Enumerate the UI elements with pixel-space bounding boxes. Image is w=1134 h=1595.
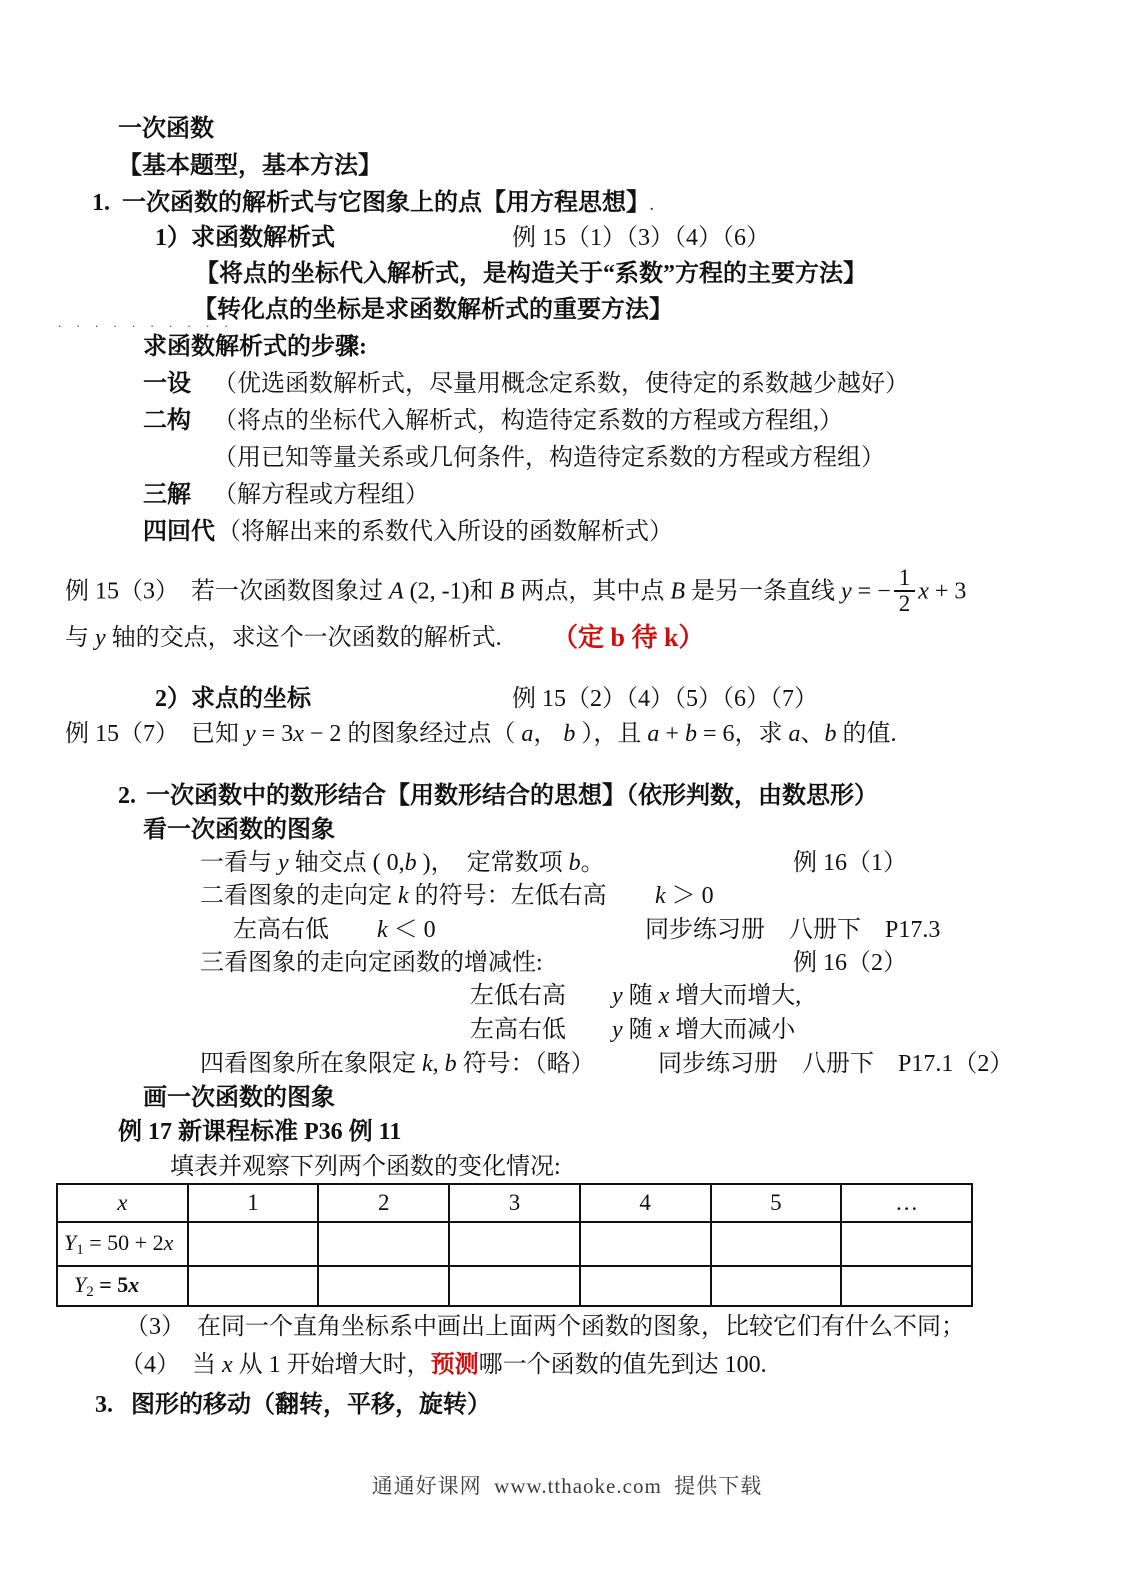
question3-text: （3） 在同一个直角坐标系中画出上面两个函数的图象，比较它们有什么不同； (125, 1314, 965, 1340)
step4-text: （将解出来的系数代入所设的函数解析式） (217, 519, 673, 545)
section3-heading-text: 图形的移动（翻转，平移，旋转） (125, 1392, 491, 1418)
ex7-p5: ，求 (734, 721, 789, 747)
y2-cell-4 (580, 1266, 711, 1306)
draw-title (143, 1082, 335, 1114)
ex7-m2b: + (659, 721, 685, 747)
ex7-m1a: y (245, 721, 256, 747)
sub1-label: 1）求函数解析式 (155, 225, 335, 251)
q4-p2: 从 1 开始增大时， (232, 1352, 431, 1378)
look-title (143, 814, 335, 846)
step2b-line (213, 442, 885, 474)
look3a-vy: y (612, 983, 623, 1009)
q4-p3: 哪一个函数的值先到达 100. (478, 1352, 767, 1378)
table-header-row (57, 1184, 972, 1222)
sub2-example-ref: 例 15（2）（4）（5）（6）（7） (512, 686, 818, 712)
footer-text: 通通好课网 www.tthaoke.com 提供下载 (371, 1474, 763, 1498)
fraction-one-half (894, 566, 916, 616)
sub1-example-ref: 例 15（1）（3）（4）（6） (512, 225, 770, 251)
look2-text (200, 880, 607, 912)
table-header-5: 5 (711, 1184, 842, 1222)
doc-title (118, 113, 214, 145)
look4-p1: 四看图象所在象限定 (200, 1051, 422, 1077)
example17-heading (118, 1116, 401, 1148)
table-header-1: 1 (188, 1184, 319, 1222)
look4-text (200, 1048, 595, 1080)
ex3-p1: 例 15（3） 若一次函数图象过 (65, 578, 389, 605)
look1-p3: )， 定常数项 (416, 850, 569, 876)
function-values-table (56, 1183, 973, 1307)
look1-example-ref: 例 16（1） (793, 850, 907, 876)
step4-label: 四回代 (143, 519, 215, 545)
y2-cell-6 (841, 1266, 972, 1306)
ex3-l2p1: 与 (65, 625, 95, 651)
look2-cond-k: k (655, 883, 666, 909)
look3a-p3: 增大而增大, (669, 983, 802, 1009)
look2b-text: 左高右低 (233, 917, 329, 943)
ex7-m1b: = 3 (255, 721, 294, 747)
fill-prompt-text: 填表并观察下列两个函数的变化情况: (170, 1154, 561, 1180)
question3-line (125, 1311, 965, 1343)
row-y2-label (57, 1266, 188, 1306)
ex7-p1: 例 15（7） 已知 (65, 721, 245, 747)
table-row-y1 (57, 1222, 972, 1266)
look2-cond: ＞ 0 (665, 883, 714, 909)
table-row-y2 (57, 1266, 972, 1306)
look1-vb: b (404, 850, 417, 876)
y1-cell-6 (841, 1222, 972, 1266)
ex3-p2: (2, -1)和 (403, 578, 500, 605)
look3a-text (612, 980, 801, 1012)
y1-x: x (163, 1229, 174, 1255)
look3-example-ref: 例 16（2） (793, 950, 907, 976)
look2-condition (655, 880, 714, 912)
y1-var: Y (64, 1229, 77, 1255)
table-header-3: 3 (449, 1184, 580, 1222)
look3a-dir: 左低右高 (470, 983, 566, 1009)
section3-number: 3. (95, 1392, 113, 1418)
ex3-p3: 两点，其中点 (514, 578, 671, 605)
section1-heading (92, 187, 654, 223)
step1-label: 一设 (143, 371, 191, 397)
note-transform-text: 【转化点的坐标是求函数解析式的重要方法】 (193, 297, 673, 323)
ex3-p5: + 3 (928, 578, 967, 605)
y2-cell-1 (188, 1266, 319, 1306)
ex7-m2c: b (684, 721, 697, 747)
look2-vk: k (398, 883, 409, 909)
look1-vy: y (278, 850, 289, 876)
ex7-p3: ， (533, 721, 564, 747)
y2-sub: 2 (86, 1283, 94, 1300)
look3b-p3: 增大而减小 (669, 1017, 796, 1043)
look2-p2: 的符号：左低右高 (408, 883, 607, 909)
look1-p1: 一看与 (200, 850, 278, 876)
look4-workbook-ref: 同步练习册 八册下 P17.1（2） (658, 1051, 1014, 1077)
y2-expr: = 5 (93, 1271, 129, 1297)
look3b-vx: x (658, 1017, 670, 1043)
look1-p2: 轴交点 ( 0, (288, 850, 405, 876)
section3-heading (95, 1389, 491, 1421)
table-header-2: 2 (318, 1184, 449, 1222)
y2-var: Y (74, 1271, 87, 1297)
ex7-p2: 的图象经过点（ (341, 721, 522, 747)
y1-cell-1 (188, 1222, 319, 1266)
ex3-line2-text (65, 622, 502, 654)
ex3-l2vary: y (95, 625, 106, 651)
ex3-varx: x (918, 578, 929, 605)
step3-label: 三解 (143, 482, 191, 508)
look3a-p2: 随 (622, 983, 659, 1009)
look3b-p2: 随 (622, 1017, 659, 1043)
steps-title-text: 求函数解析式的步骤: (143, 334, 367, 360)
look1-p4: 。 (580, 850, 605, 876)
y1-sub: 1 (76, 1241, 84, 1258)
q4-vx: x (222, 1352, 233, 1378)
look1-vb2: b (568, 850, 581, 876)
look2b-vk: k (377, 917, 388, 943)
table-header-4: 4 (580, 1184, 711, 1222)
ex7-m2a: a (647, 721, 660, 747)
example15-7-line (65, 718, 897, 750)
y2-cell-3 (449, 1266, 580, 1306)
margin-dots: . . . . . . . . . . (58, 315, 234, 330)
example15-3-line1 (65, 565, 967, 618)
site-footer (0, 1470, 1134, 1502)
ex3-red-note: （定 b 待 k） (552, 623, 705, 652)
methods-header-text: 【基本题型，基本方法】 (118, 153, 382, 179)
look3a-vx: x (658, 983, 670, 1009)
y2-cell-5 (711, 1266, 842, 1306)
step2-text: （将点的坐标代入解析式，构造待定系数的方程或方程组,） (213, 408, 843, 434)
fraction-numerator: 1 (898, 565, 911, 590)
look3b-vy: y (612, 1017, 623, 1043)
ex3-varA: A (389, 578, 404, 605)
y1-cell-4 (580, 1222, 711, 1266)
heading-trailing-dot: . (650, 199, 654, 214)
look4-p2: 符号：（略） (456, 1051, 595, 1077)
ex3-varB2: B (670, 578, 685, 605)
step3-text: （解方程或方程组） (213, 482, 429, 508)
ex7-p4: ），且 (575, 721, 648, 747)
methods-header (118, 150, 382, 182)
ex3-p4: 是另一条直线 (685, 578, 841, 605)
look3b-dir: 左高右低 (470, 1017, 566, 1043)
ex3-varB: B (499, 578, 515, 605)
doc-title-text: 一次函数 (118, 116, 214, 142)
ex3-l2p2: 轴的交点，求这个一次函数的解析式. (105, 625, 502, 651)
row-y1-label (57, 1222, 188, 1266)
section2-heading-text: 一次函数中的数形结合【用数形结合的思想】（依形判数，由数思形） (146, 783, 878, 809)
step1-text: （优选函数解析式，尽量用概念定系数，使待定的系数越少越好） (213, 371, 909, 397)
q4-p1: （4） 当 (120, 1352, 222, 1378)
section2-number: 2. (118, 783, 136, 809)
look3-text: 三看图象的走向定函数的增减性: (200, 950, 543, 976)
look2-p1: 二看图象的走向定 (200, 883, 398, 909)
section1-heading-text: 一次函数的解析式与它图象上的点【用方程思想】 (122, 190, 650, 216)
look3b-text (612, 1014, 795, 1046)
ex7-p7: 的值. (836, 721, 897, 747)
example17-heading-text: 例 17 新课程标准 P36 例 11 (118, 1119, 402, 1145)
draw-title-text: 画一次函数的图象 (143, 1085, 335, 1111)
step2-label: 二构 (143, 408, 191, 434)
y2-x: x (128, 1271, 140, 1297)
steps-title (143, 331, 367, 363)
y1-cell-2 (318, 1222, 449, 1266)
look2b-workbook-ref: 同步练习册 八册下 P17.3 (645, 917, 941, 943)
ex7-varb2: b (824, 721, 837, 747)
question4-line (120, 1349, 767, 1381)
note-substitute-text: 【将点的坐标代入解析式，是构造关于“系数”方程的主要方法】 (195, 261, 867, 287)
note-substitute (195, 258, 867, 290)
ex7-vara2: a (788, 721, 801, 747)
fill-prompt (170, 1151, 561, 1183)
y1-expr: = 50 + 2 (83, 1229, 164, 1255)
ex7-p6: 、 (800, 721, 825, 747)
look2b-condition (377, 914, 436, 946)
ex7-m2d: = 6 (696, 721, 735, 747)
ex7-m1d: − 2 (303, 721, 342, 747)
section1-number: 1. (92, 190, 110, 216)
ex3-equals-minus: = − (851, 578, 891, 605)
section2-heading (118, 780, 878, 812)
q4-predict-highlight: 预测 (430, 1352, 479, 1378)
ex3-vary: y (841, 578, 852, 605)
look-title-text: 看一次函数的图象 (143, 817, 335, 843)
look1-text (200, 847, 605, 879)
look2b-cond: ＜ 0 (387, 917, 436, 943)
ex7-m1c: x (293, 721, 304, 747)
y2-cell-2 (318, 1266, 449, 1306)
y1-cell-5 (711, 1222, 842, 1266)
ex7-vara: a (521, 721, 534, 747)
fraction-denominator: 2 (894, 590, 916, 616)
table-header-ellipsis: … (841, 1184, 972, 1222)
look4-vkb: k, b (422, 1051, 457, 1077)
table-header-x: x (57, 1184, 188, 1222)
step2b-text: （用已知等量关系或几何条件，构造待定系数的方程或方程组） (213, 445, 885, 471)
ex7-varb: b (563, 721, 576, 747)
sub2-label: 2）求点的坐标 (155, 686, 311, 712)
y1-cell-3 (449, 1222, 580, 1266)
